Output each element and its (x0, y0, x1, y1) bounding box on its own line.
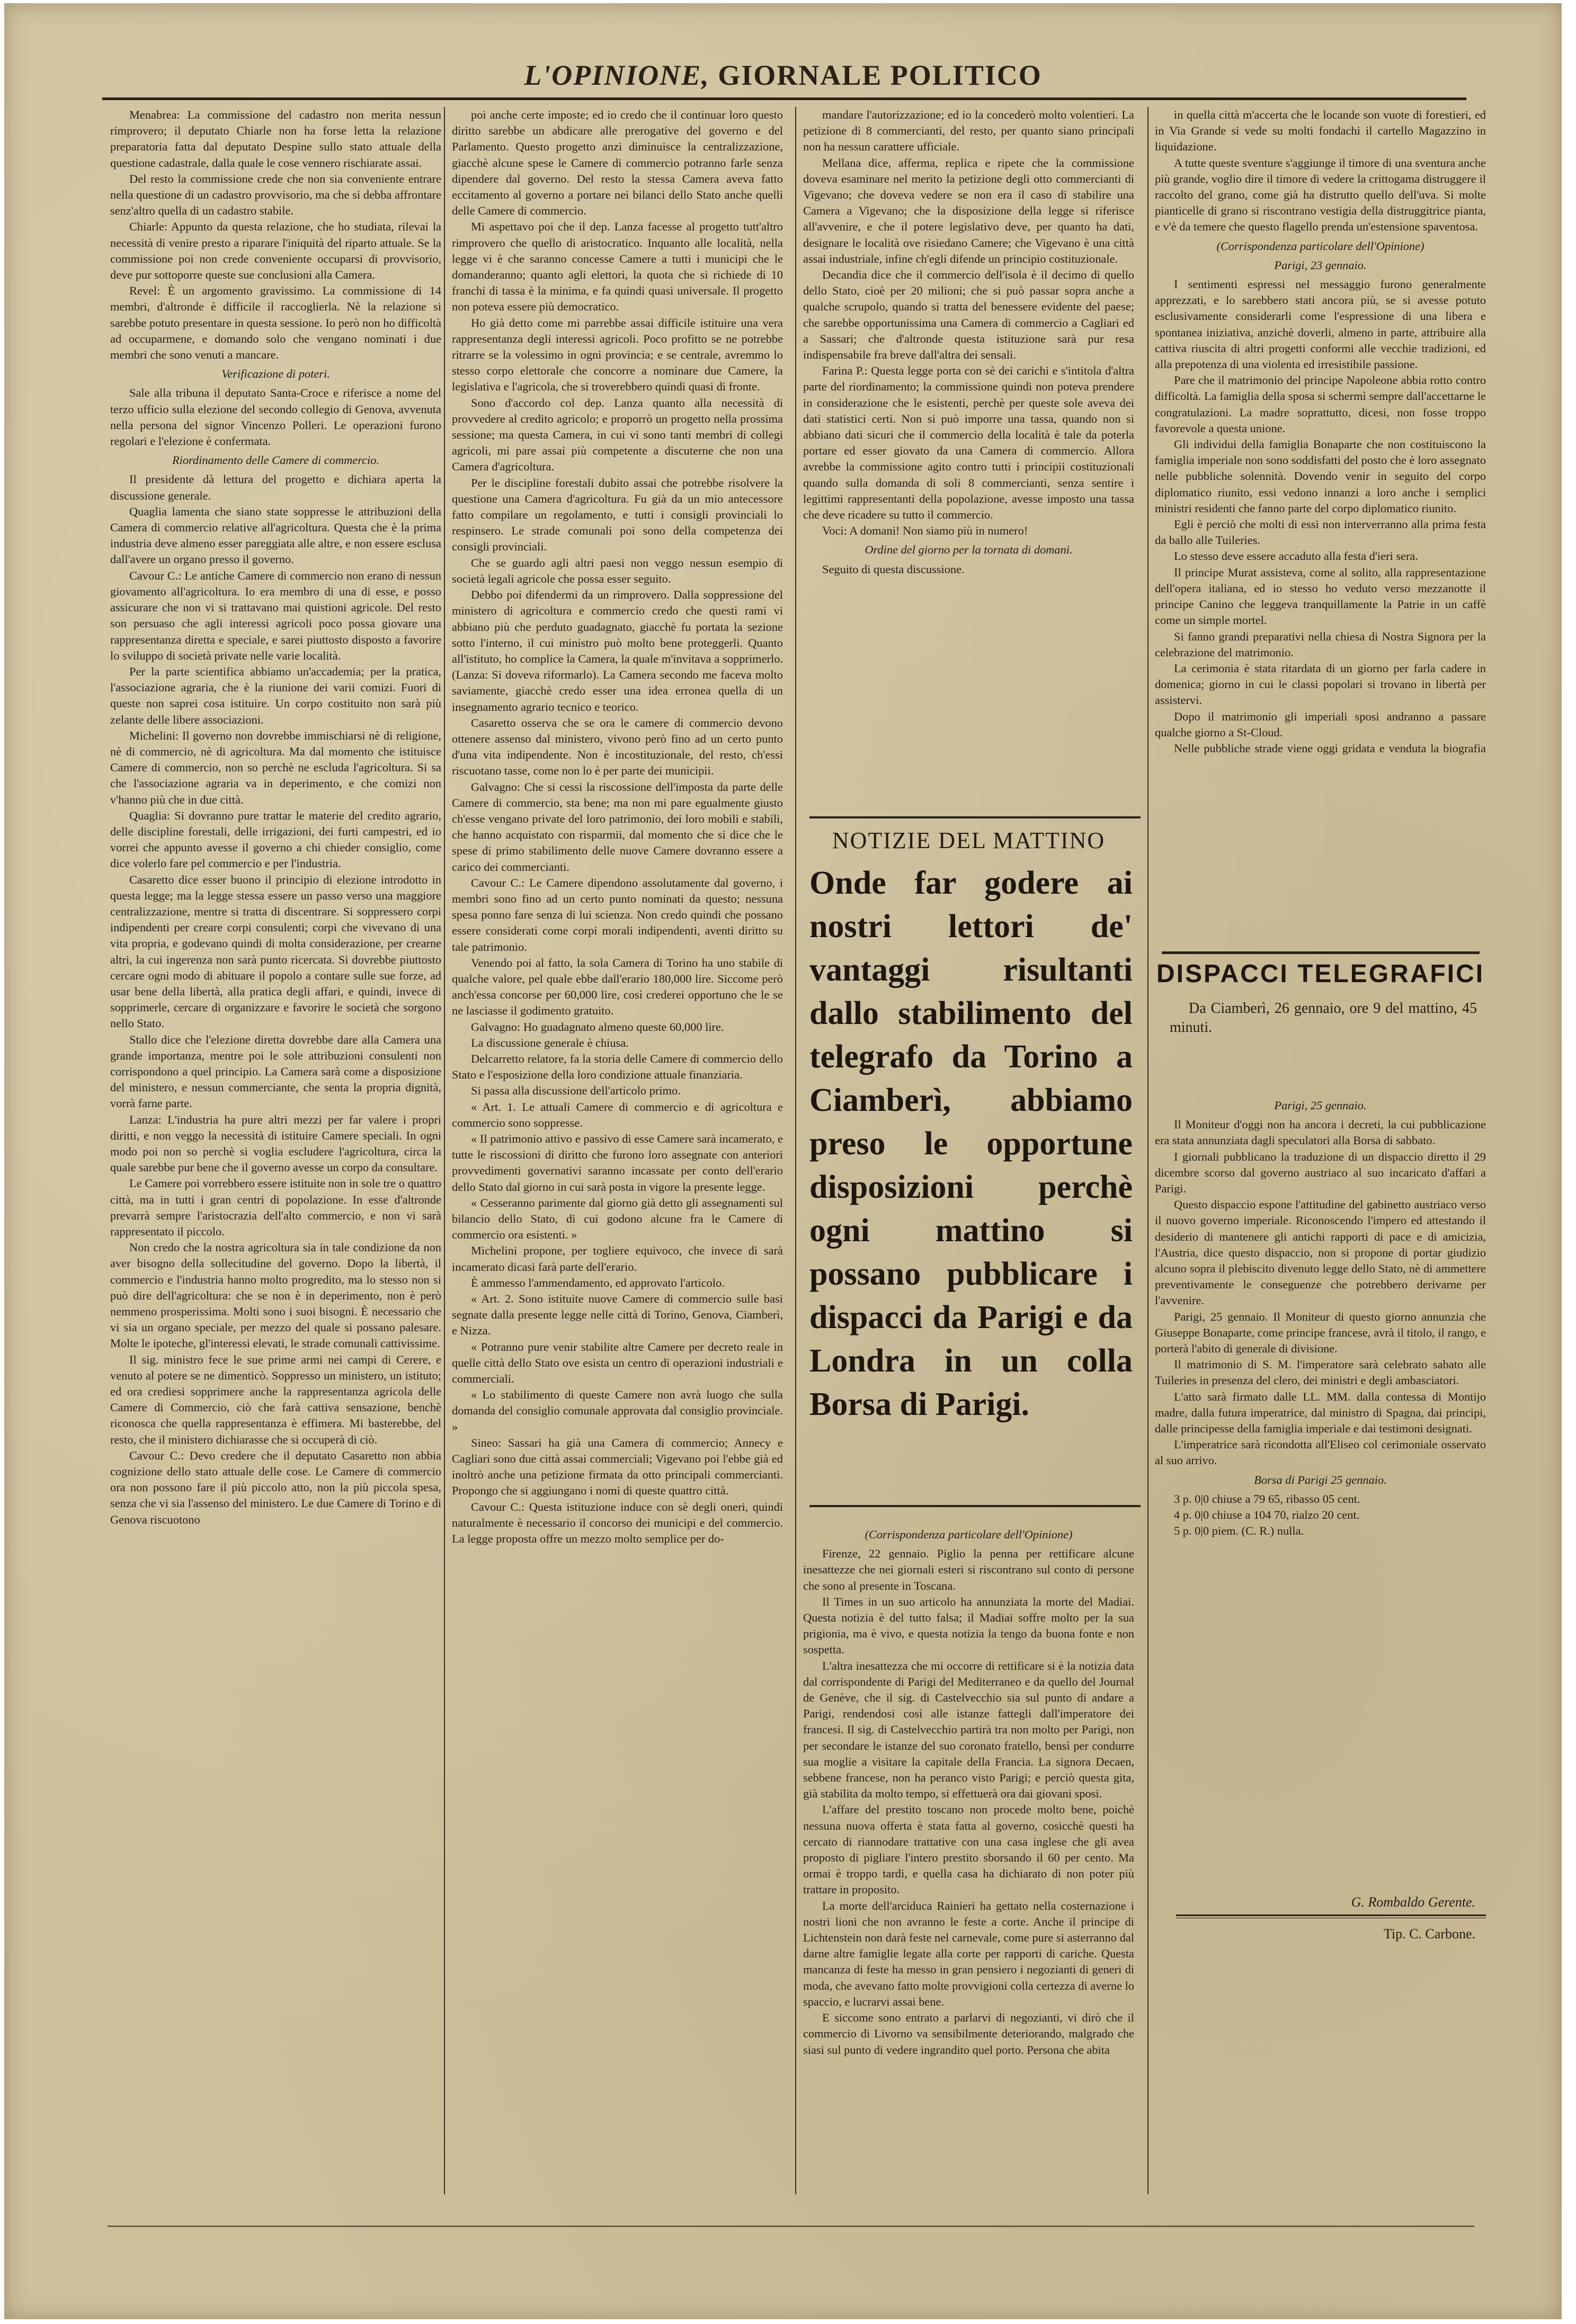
paragraph: Sale alla tribuna il deputato Santa-Croce e riferisce a nome del terzo ufficio sulla elezione del secondo collegio di Genova, avvenuta nella persona del signor Vincenzo Polleri. Le operazioni furono regolari e l'elezione è confermata. (110, 386, 441, 448)
paragraph: Gli individui della famiglia Bonaparte che non costituiscono la famiglia imperiale non sono soddisfatti del posto che è loro assegnato nelle pubbliche solennità. Dovendo venir in seguito del corpo diplomatico riunito, essi vedono innanzi a loro anche i semplici ministri residenti che fanno parte del corpo diplomatico riunito. (1155, 438, 1486, 515)
paragraph: Nelle pubbliche strade viene oggi gridata e venduta la biografia (1174, 741, 1486, 755)
section-heading: Riordinamento delle Camere di commercio. (172, 453, 380, 467)
signature: G. Rombaldo Gerente. (1351, 1894, 1475, 1910)
paragraph: La morte dell'arciduca Rainieri ha gettato nella costernazione i nostri lioni che non avranno le feste a corte. Anche il principe di Lichtenstein non darà feste nel carnevale, come pure si asterranno dal darne altre famiglie legate alla corte per rapporti di cariche. Questa mancanza di feste ha messo in gran pensiero i negozianti di generi di moda, che avevano fatto molte provvigioni colla certezza di averne lo spaccio, e lucrarvi assai bene. (803, 1899, 1134, 2008)
paragraph: Delcarretto relatore, fa la storia delle Camere di commercio dello Stato e l'esposizione della loro condizione attuale finanziaria. (452, 1052, 783, 1082)
paragraph: Lanza: L'industria ha pure altri mezzi per far valere i propri diritti, e non veggo la necessità di istituire Camere speciali. In ogni modo poi non so perchè si voglia escludere l'agricoltura, circa la quale sarebbe pur bene che il governo avesse un corpo da consultare. (110, 1112, 441, 1174)
notizie-heading: NOTIZIE DEL MATTINO (832, 827, 1106, 853)
page-bottom-rule (108, 2225, 1474, 2227)
paragraph: Le Camere poi vorrebbero essere istituite non in sole tre o quattro città, ma in tutti i gran centri di popolazione. In esse d'altronde prevarrà sempre l'aristocrazia dell'alto commercio, e non vi sarà rappresentato il piccolo. (110, 1177, 441, 1239)
paragraph: Per le discipline forestali dubito assai che potrebbe risolvere la questione una Camera d'agricoltura. Fu già da un mio antecessore fatto compilare un regolamento, e tutti i consigli provinciali lo respinsero. Le strade comunali poi sono della competenza dei consigli provinciali. (452, 476, 783, 554)
paragraph: Lo stesso deve essere accaduto alla festa d'ieri sera. (1174, 549, 1418, 563)
paragraph: Debbo poi difendermi da un rimprovero. Dalla soppressione del ministero di agricoltura e commercio credo che questi rami vi abbiano più che perduto guadagnato, giacchè fu portata la sezione sotto l'interno, il cui ministro può molto bene proteggerli. Quanto all'istituto, ho complice la Camera, la quale m'invitava a sopprimerlo. (Lanza: Si doveva riformarlo). La Camera secondo me faceva molto saviamente, giacchè credo esser una idea erronea quella di un insegnamento agrario tecnico e teorico. (452, 588, 783, 714)
dispacci-heading: DISPACCI TELEGRAFICI (1156, 960, 1485, 988)
paragraph: L'imperatrice sarà ricondotta all'Eliseo col cerimoniale osservato al suo arrivo. (1155, 1438, 1486, 1467)
paragraph: Revel: È un argomento gravissimo. La commissione di 14 membri, d'altronde è difficile il raccoglierla. Nè la relazione si sarebbe potuto presentare in questa sessione. Io però non ho difficoltà ad occuparmene, e domando solo che vengano nominati i due membri che sono venuti a mancare. (110, 284, 441, 362)
dispacci-subheading: Da Ciamberì, 26 gennaio, ore 9 del mattino, 45 minuti. (1170, 1000, 1477, 1036)
paragraph: « Lo stabilimento di queste Camere non avrà luogo che sulla domanda del consiglio comunale approvata dal consiglio provinciale. » (452, 1388, 783, 1433)
paragraph: Casaretto dice esser buono il principio di elezione introdotto in questa legge; ma la legge stessa essere un passo verso una maggiore centralizzazione, mentre si tratta di discentrare. Si soppressero corpi indipendenti per creare corpi consulenti; corpi che vivevano di una vita propria, e godevano quindi di molta considerazione, per crearne altri, la cui ingerenza non sarà punto ricercata. Si dovrebbe piuttosto cercare ogni modo di abituare il popolo a contare sulle sue forze, ad usar bene della libertà, alla pratica degli affari, e quindi, invece di sopprimerle, cercare di organizzare e favorire le società che sorgono nello Stato. (110, 872, 441, 1030)
paragraph: Farina P.: Questa legge porta con sè dei carichi e s'intitola d'altra parte del riordinamento; la commissione quindi non poteva prendere in considerazione che le esistenti, perchè per queste sole aveva dei dati statistici certi. Non si può imporre una tassa, quando non si abbiano dati sicuri che il commercio della località è tale da poterla portare ed esser giovato da una Camera di commercio. Allora avrebbe la commissione agito contro tutti i principii costituzionali quando sulla domanda di soli 8 commercianti, senza sentire i legittimi rappresentanti della popolazione, avesse imposto una tassa che deve ricadere su tutto il commercio. (803, 364, 1134, 522)
paragraph: Michelini: Il governo non dovrebbe immischiarsi nè di religione, nè di commercio, nè di agricoltura. Ma dal momento che istituisce Camere di commercio, non so perchè ne escluda l'agricoltura. Si sa che l'associazione agraria va in deperimento, e che comizi non v'hanno più che in due città. (110, 728, 441, 806)
paragraph: poi anche certe imposte; ed io credo che il continuar loro questo diritto sarebbe un abdicare alle prerogative del governo e del Parlamento. Questo progetto anzi diminuisce la centralizzazione, giacchè alcune spese le Camere di commercio potranno farle senza dipendere dal governo. Del resto la stessa Camera aveva fatto eccitamento al governo a portare nei bilanci dello Stato anche quelli delle Camere di commercio. (452, 108, 783, 218)
paragraph: Stallo dice che l'elezione diretta dovrebbe dare alla Camera una grande importanza, mentre poi le sole attribuzioni consulenti non corrispondono a quel principio. La Camera sarà come a disposizione del ministero, e nessun commerciante, che senta la propria dignità, vorrà farne parte. (110, 1032, 441, 1110)
paragraph: Galvagno: Ho guadagnato almeno queste 60,000 lire. (471, 1020, 724, 1034)
column-4-bottom (1155, 1094, 1486, 1889)
paragraph: Cavour C.: Le Camere dipendono assolutamente dal governo, i membri sono fino ad un certo punto nominati da questo; nessuna spesa ponno fare senza di lui scienza. Non credo quindi che possano essere considerati come corpi morali indipendenti, aventi diritto su tale patrimonio. (452, 876, 783, 954)
column-divider (795, 107, 796, 2194)
printer-credit: Tip. C. Carbone. (1383, 1926, 1475, 1942)
paragraph: Menabrea: La commissione del cadastro non merita nessun rimprovero; il deputato Chiarle non ha forse letta la relazione preparatoria fatta dal deputato Despine sullo stato attuale della questione cadastrale, dalla quale le cose vennero rischiarate assai. (110, 108, 441, 170)
paragraph: Mellana dice, afferma, replica e ripete che la commissione doveva esaminare nel merito la petizione degli otto commercianti di Vigevano; che doveva vedere se non era il caso di stabilire una Camera a Vigevano; che la disposizione della legge si riferisce all'avvenire, e che il potere legislativo deve, per quanto ha dati, designare le località ove risiedano Camere; che Vigevano è una città assai industriale, infine ch'egli difende un principio costituzionale. (803, 156, 1134, 265)
paragraph: Cavour C.: Devo credere che il deputato Casaretto non abbia cognizione dello stato attuale delle cose. Le Camere di commercio ora non possono fare il più piccolo atto, non la più piccola spesa, senza che vi sia l'assenso del ministero. Le due Camere di Torino e di Genova riscuotono (110, 1448, 441, 1526)
paragraph: in quella città m'accerta che le locande son vuote di forestieri, ed in Via Grande si vede su molti fondachi il cartello Magazzino in liquidazione. (1155, 108, 1486, 154)
masthead (4, 59, 1562, 96)
paragraph: Cavour C.: Le antiche Camere di commercio non erano di nessun giovamento all'agricoltura. Io era membro di una di esse, e posso assicurare che non vi si trattavano mai quistioni agricole. Del resto son persuaso che agli interessi agricoli poco possa giovare una rappresentanza diretta e speciale, e sarei piuttosto disposto a favorire lo sviluppo di società private nelle varie località. (110, 568, 441, 662)
borsa-line: 5 p. 0|0 piem. (C. R.) nulla. (1174, 1524, 1304, 1538)
box-rule (809, 816, 1141, 818)
paragraph: Ho già detto come mi parrebbe assai difficile istituire una vera rappresentanza degli interessi agricoli. Poco profitto se ne potrebbe ritrarre se la volessimo in ogni provincia; e se centrale, avremmo lo stesso corpo elettorale che concorre a nominare due Camere, la legislativa e l'agricola, che si troverebbero quindi quasi di fronte. (452, 316, 783, 394)
column-2 (452, 107, 783, 2194)
paragraph: L'altra inesattezza che mi occorre di rettificare si è la notizia data dal corrispondente di Parigi del Mediterraneo e da quello del Journal de Genève, che il sig. di Castelvecchio sia sul punto di andare a Parigi, rendendosi così alle istanze fattegli dall'imperatore dei francesi. Il sig. di Castelvecchio partirà tra non molto per Parigi, non per secondare le istanze del suo coronato fratello, bensì per condurre sua moglie a visitare la capitale della Francia. La signora Decaen, sebbene francese, non ha peranco visto Parigi; e perciò questa gita, già stabilita da molto tempo, si effettuerà ora dai giovani sposi. (803, 1659, 1134, 1801)
masthead-rule (102, 97, 1466, 100)
borsa-heading: Borsa di Parigi 25 gennaio. (1254, 1473, 1387, 1486)
paragraph: Egli è perciò che molti di essi non interverranno alla prima festa da ballo alle Tuileries. (1155, 518, 1486, 547)
paragraph: Sono d'accordo col dep. Lanza quanto alla necessità di provvedere al credito agricolo; e proporrò un progetto nella prossima sessione; ma questa Camera, in cui vi sono tanti membri di collegi agricoli, mi pare assai più competente a discuterne che non una Camera d'agricoltura. (452, 396, 783, 474)
paragraph: « Il patrimonio attivo e passivo di esse Camere sarà incamerato, e tutte le riscossioni di diritto che furono loro assegnate con anteriori provvedimenti governativi saranno incassate per conto dell'erario dello Stato dal giorno in cui sarà posta in vigore la presente legge. (452, 1132, 783, 1194)
column-divider (444, 107, 445, 2194)
paragraph: Il presidente dà lettura del progetto e dichiara aperta la discussione generale. (110, 473, 441, 502)
paragraph: Parigi, 25 gennaio. Il Moniteur di questo giorno annunzia che Giuseppe Bonaparte, come principe francese, avrà il titolo, il rango, e porterà l'abito di generale di divisione. (1155, 1310, 1486, 1356)
paragraph: A tutte queste sventure s'aggiunge il timore di una sventura anche più grande, voglio dire il timore di vedere la crittogama distruggere il raccolto del grano, come già ha distrutto quello dell'uva. Si molte pianticelle di grano si riscontrano vestigia della distruggitrice pianta, e v'è da temere che questo flagello prenda un'estensione spaventosa. (1155, 156, 1486, 234)
paragraph: Che se guardo agli altri paesi non veggo nessun esempio di società legali agricole che possa esser seguito. (452, 556, 783, 585)
paragraph: Il Times in un suo articolo ha annunziata la morte del Madiai. Questa notizia è del tutto falsa; il Madiai soffre molto per la sua prigionia, ma è vivo, e questa notizia la tengo da buona fonte e non sospetta. (803, 1595, 1134, 1657)
paragraph: Il matrimonio di S. M. l'imperatore sarà celebrato sabato alle Tuileries in presenza del clero, dei ministri e degli ambasciatori. (1155, 1358, 1486, 1387)
paragraph: I sentimenti espressi nel messaggio furono generalmente apprezzati, e lo sarebbero stati ancora più, se si avesse potuto esclusivamente considerarli come l'espressione di una libera e spontanea iniziativa, anzichè doverli, almeno in parte, attribuire alla cattiva riuscita di altri progetti conformi alle vecchie tradizioni, ed alla prepotenza di una violenta ed irresistibile passione. (1155, 278, 1486, 371)
paragraph: « Art. 2. Sono istituite nuove Camere di commercio sulle basi segnate dalla presente legge nelle città di Torino, Genova, Ciamberì, e Nizza. (452, 1292, 783, 1338)
paragraph: È ammesso l'ammendamento, ed approvato l'articolo. (471, 1276, 725, 1289)
paragraph: Decandia dice che il commercio dell'isola è il decimo di quello dello Stato, cioè per 20 milioni; che si può passar sopra anche a qualche scrupolo, quando si tratta del benessere evidente del paese; che sarebbe opportunissima una Camera di commercio a Cagliari ed a Sassari; che d'altronde questa istituzione sarà pur resa indispensabile fra breve dall'altra dei sensali. (803, 268, 1134, 362)
paragraph: (Corrispondenza particolare dell'Opinione) (865, 1528, 1073, 1541)
paragraph: I giornali pubblicano la traduzione di un dispaccio diretto il 29 dicembre scorso dal governo austriaco al suo incaricato d'affari a Parigi. (1155, 1150, 1486, 1196)
dispacci-rule (1162, 951, 1480, 954)
paragraph: Del resto la commissione crede che non sia conveniente entrare nella questione di un cadastro provvisorio, ma che si debba affrontare senz'altro quella di un cadastro stabile. (110, 172, 441, 218)
column-3-top (803, 107, 1134, 806)
box-rule (809, 1505, 1141, 1507)
paragraph: Mi aspettavo poi che il dep. Lanza facesse al progetto tutt'altro rimprovero che quello di aristocratico. Inquanto alle località, nella legge vi è che saranno concesse Camere a tutti i municipi che le domanderanno; quanto agli elettori, la quota che si richiede di 10 franchi di tassa è la minima, e fa quindi quasi universale. Il progetto non poteva essere più democratico. (452, 220, 783, 314)
paragraph: Ordine del giorno per la tornata di domani. (865, 543, 1073, 557)
paragraph: Voci: A domani! Non siamo più in numero! (822, 524, 1028, 538)
publication-name: L'OPINIONE, (524, 59, 710, 91)
paragraph: Il Moniteur d'oggi non ha ancora i decreti, la cui pubblicazione era stata annunziata dagli speculatori alla Borsa di sabbato. (1155, 1118, 1486, 1147)
paragraph: Si passa alla discussione dell'articolo primo. (471, 1084, 681, 1098)
borsa-line: 4 p. 0|0 chiuse a 104 70, rialzo 20 cent. (1174, 1508, 1360, 1522)
paragraph: Chiarle: Appunto da questa relazione, che ho studiata, rilevai la necessità di venire presto a riparare l'iniquità del riparto attuale. Se la commissione poi non crede conveniente occuparsi di provvisorio, deve pur sottoporre queste sue conclusioni alla Camera. (110, 220, 441, 282)
paragraph: Venendo poi al fatto, la sola Camera di Torino ha uno stabile di qualche valore, pel quale ebbe dall'erario 180,000 lire. Siccome però anch'essa concorse per 60,000 lire, così crederei opportuno che le se ne lasciasse il godimento gratuito. (452, 956, 783, 1018)
paragraph: L'affare del prestito toscano non procede molto bene, poichè nessuna nuova offerta è stata fatta al governo, cosicchè questi ha cercato di riannodare trattative con una casa inglese che gli avea proposto di pigliare l'intero prestito sborsando il 60 per cento. Ma ormai è troppo tardi, e quella casa ha dichiarato di non poter più trattare in proposito. (803, 1803, 1134, 1896)
paragraph: Firenze, 22 gennaio. Piglio la penna per rettificare alcune inesattezze che nei giornali esteri si riscontrano sul conto di persone che sono al presente in Toscana. (803, 1547, 1134, 1592)
paragraph: Galvagno: Che si cessi la riscossione dell'imposta da parte delle Camere di commercio, sta bene; ma non mi pare egualmente giusto ch'esse vengano private del loro patrimonio, dei loro mobili e stabili, che hanno acquistato con risparmii, dal momento che si dice che le spese di primo stabilimento delle nuove Camere dovranno essere a carico dei commercianti. (452, 780, 783, 874)
column-divider (1147, 107, 1148, 2194)
paragraph: Quaglia: Si dovranno pure trattar le materie del credito agrario, delle discipline forestali, delle irrigazioni, dei furti campestri, ed io vorrei che appunto avesse il governo a chi chieder consiglio, come dice volerlo fare pel commercio e per l'industria. (110, 808, 441, 870)
footer-rule (1176, 1915, 1486, 1916)
newspaper-page (4, 3, 1562, 2319)
paragraph: Dopo il matrimonio gli imperiali sposi andranno a passare qualche giorno a St-Cloud. (1155, 709, 1486, 739)
notizie-announcement: Onde far godere ai nostri lettori de' vantaggi risultanti dallo stabilimento del telegrafo da Torino a Ciamberì, abbiamo preso le opportune disposizioni perchè ogni mattino si possano pubblicare i dispacci da Parigi e da Londra in un colla Borsa di Parigi. (809, 865, 1133, 1422)
paragraph: Si fanno grandi preparativi nella chiesa di Nostra Signora per la celebrazione del matrimonio. (1155, 629, 1486, 659)
paragraph: « Art. 1. Le attuali Camere di commercio e di agricoltura e commercio sono soppresse. (452, 1100, 783, 1129)
paragraph: (Corrispondenza particolare dell'Opinione) (1216, 239, 1424, 253)
paragraph: E siccome sono entrato a parlarvi di negozianti, vi dirò che il commercio di Livorno va sensibilmente deteriorando, malgrado che siasi sul punto di vedere ingrandito quel porto. Persona che abita (803, 2011, 1134, 2056)
paragraph: Quaglia lamenta che siano state soppresse le attribuzioni della Camera di commercio relative all'agricoltura. Questa che è la prima industria deve almeno esser pareggiata alle altre, e non essere esclusa dall'avere un organo presso il governo. (110, 504, 441, 566)
paragraph: Pare che il matrimonio del principe Napoleone abbia rotto contro difficoltà. La famiglia della sposa si schermì sempre dall'accettarne le congratulazioni. La madre soprattutto, dicesi, non fosse troppo favorevole a questa unione. (1155, 373, 1486, 435)
paragraph: mandare l'autorizzazione; ed io la concederò molto volentieri. La petizione di 8 commercianti, del resto, per quanto siano principali non ha nessun carattere ufficiale. (803, 108, 1134, 154)
paragraph: Questo dispaccio espone l'attitudine del gabinetto austriaco verso il nuovo governo imperiale. Riconoscendo l'impero ed attestando il desiderio di mantenere gli antichi rapporti di pace e di amicizia, l'Austria, dice questo dispaccio, non si propone di portar giudizio alcuno sopra il plebiscito divenuto legge dello Stato, nè di ammettere preventivamente le conseguenze che potrebbero derivarne per l'avvenire. (1155, 1198, 1486, 1307)
column-1 (110, 107, 441, 2194)
paragraph: Parigi, 25 gennaio. (1274, 1099, 1367, 1112)
column-4-top (1155, 107, 1486, 759)
paragraph: La discussione generale è chiusa. (471, 1036, 629, 1049)
column-3-bottom (803, 1524, 1134, 2194)
publication-subtitle: GIORNALE POLITICO (718, 59, 1042, 91)
paragraph: Parigi, 23 gennaio. (1274, 258, 1367, 272)
paragraph: « Potranno pure venir stabilite altre Camere per decreto reale in quelle città dello Stato ove esista un centro di operazioni industriali e commerciali. (452, 1340, 783, 1386)
paragraph: Sineo: Sassari ha già una Camera di commercio; Annecy e Cagliari sono due città assai commerciali; Vigevano poi l'ebbe già ed inoltrò anche una petizione firmata da otto principali commercianti. Propongo che si aggiungano i nomi di queste quattro città. (452, 1436, 783, 1498)
section-heading: Verificazione di poteri. (221, 367, 330, 381)
paragraph: Il principe Murat assisteva, come al solito, alla rappresentazione dell'opera italiana, ed io stesso ho veduto verso mezzanotte il principe Canino che leggeva tranquillamente la Patrie in un caffè come un simple mortel. (1155, 565, 1486, 627)
paragraph: Non credo che la nostra agricoltura sia in tale condizione da non aver bisogno della sollecitudine del governo. Dopo la libertà, il commercio e l'industria hanno molto progredito, ma lo stesso non si può dire dell'agricoltura: che se non è in deperimento, non è però nemmeno prosperissima. Molti sono i suoi bisogni. È necessario che vi sia un organo speciale, per mezzo del quale si possano palesare. Molte le ipoteche, gl'interessi elevati, le strade comunali cattivissime. (110, 1241, 441, 1350)
paragraph: L'atto sarà firmato dalle LL. MM. dalla contessa di Montijo madre, dalla futura imperatrice, dal ministro di Spagna, dai principi, dalle principesse della famiglia imperiale e dai testimoni designati. (1155, 1390, 1486, 1436)
paragraph: « Cesseranno parimente dal giorno già detto gli assegnamenti sul bilancio dello Stato, di cui godono alcune fra le Camere di commercio ora esistenti. » (452, 1196, 783, 1242)
paragraph: La cerimonia è stata ritardata di un giorno per farla cadere in domenica; giorno in cui le classi popolari si trovano in libertà per assistervi. (1155, 661, 1486, 707)
paragraph: Michelini propone, per togliere equivoco, che invece di sarà incamerato dicasi farà parte dell'erario. (452, 1244, 783, 1274)
paragraph: Il sig. ministro fece le sue prime armi nei campi di Cerere, e venuto al potere se ne dimenticò. Soppresso un ministero, un istituto; ed ora crediesi sopprimere anche la rappresentanza agricola delle Camere di Commercio, ciò che farà cattiva sensazione, benchè riconosca che quella rappresentanza è effimera. Mi basterebbe, del resto, che il ministero dichiarasse che si occuperà di ciò. (110, 1352, 441, 1446)
paragraph: Seguito di questa discussione. (822, 562, 965, 576)
paragraph: Cavour C.: Questa istituzione induce con sè degli oneri, quindi naturalmente è necessario il concorso dei municipi e del commercio. La legge proposta offre un mezzo molto semplice per do- (452, 1500, 783, 1546)
borsa-line: 3 p. 0|0 chiuse a 79 65, ribasso 05 cent. (1174, 1492, 1360, 1506)
paragraph: Per la parte scientifica abbiamo un'accademia; per la pratica, l'associazione agraria, che è la riunione dei varii comizi. Fuori di queste non saprei cosa istituire. Un corpo costituito non sarà più zelante delle libere associazioni. (110, 664, 441, 726)
paragraph: Casaretto osserva che se ora le camere di commercio devono ottenere assenso dal ministero, vivono però fino ad un certo punto d'una vita indipendente. Non è incostituzionale, del resto, ch'essi riscuotano tasse, come non lo è per parte dei municipii. (452, 716, 783, 778)
